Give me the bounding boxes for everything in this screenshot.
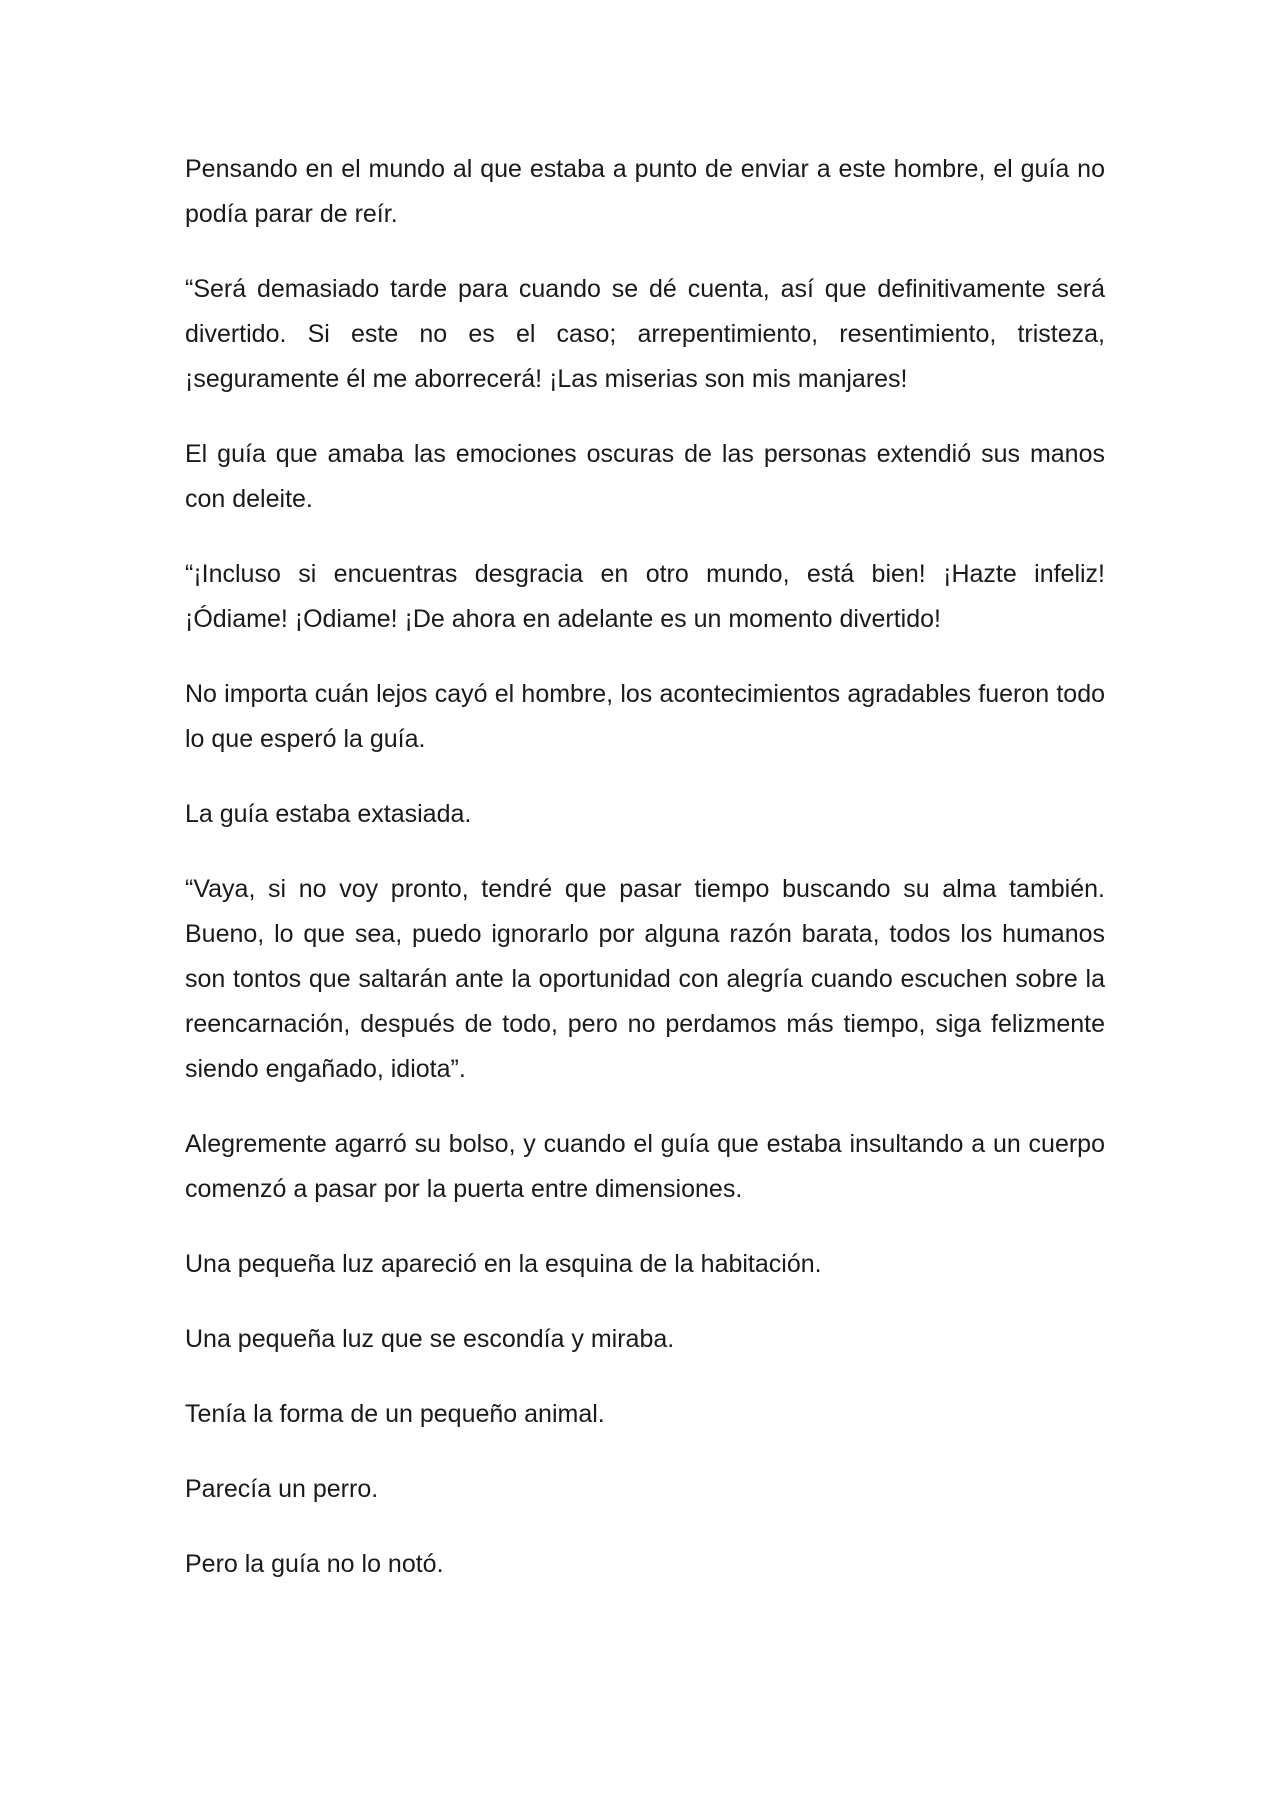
paragraph: Pero la guía no lo notó. [185,1550,444,1578]
paragraph: No importa cuán lejos cayó el hombre, los acontecimientos agradables fueron todo lo que esperó la guía. [185,680,1105,753]
paragraph: El guía que amaba las emociones oscuras de las personas extendió sus manos con deleite. [185,440,1105,513]
paragraph: “Será demasiado tarde para cuando se dé cuenta, así que definitivamente será divertido. Si este no es el caso; arrepentimiento, resentimiento, tristeza, ¡seguramente él me aborrecerá! ¡Las miserias son mis manjares! [185,275,1105,393]
paragraph: La guía estaba extasiada. [185,800,472,828]
paragraph: Una pequeña luz apareció en la esquina de la habitación. [185,1250,822,1278]
paragraph: Parecía un perro. [185,1475,379,1503]
document-body [185,147,1105,1617]
paragraph: “Vaya, si no voy pronto, tendré que pasar tiempo buscando su alma también. Bueno, lo que sea, puedo ignorarlo por alguna razón barata, todos los humanos son tontos que saltarán ante la oportunidad con alegría cuando escuchen sobre la reencarnación, después de todo, pero no perdamos más tiempo, siga felizmente siendo engañado, idiota”. [185,875,1105,1083]
paragraph: Tenía la forma de un pequeño animal. [185,1400,605,1428]
paragraph: Alegremente agarró su bolso, y cuando el guía que estaba insultando a un cuerpo comenzó a pasar por la puerta entre dimensiones. [185,1130,1105,1203]
paragraph: Pensando en el mundo al que estaba a punto de enviar a este hombre, el guía no podía parar de reír. [185,155,1105,228]
paragraph: Una pequeña luz que se escondía y miraba. [185,1325,675,1353]
paragraph: “¡Incluso si encuentras desgracia en otro mundo, está bien! ¡Hazte infeliz! ¡Ódiame! ¡Odiame! ¡De ahora en adelante es un momento divertido! [185,560,1105,633]
